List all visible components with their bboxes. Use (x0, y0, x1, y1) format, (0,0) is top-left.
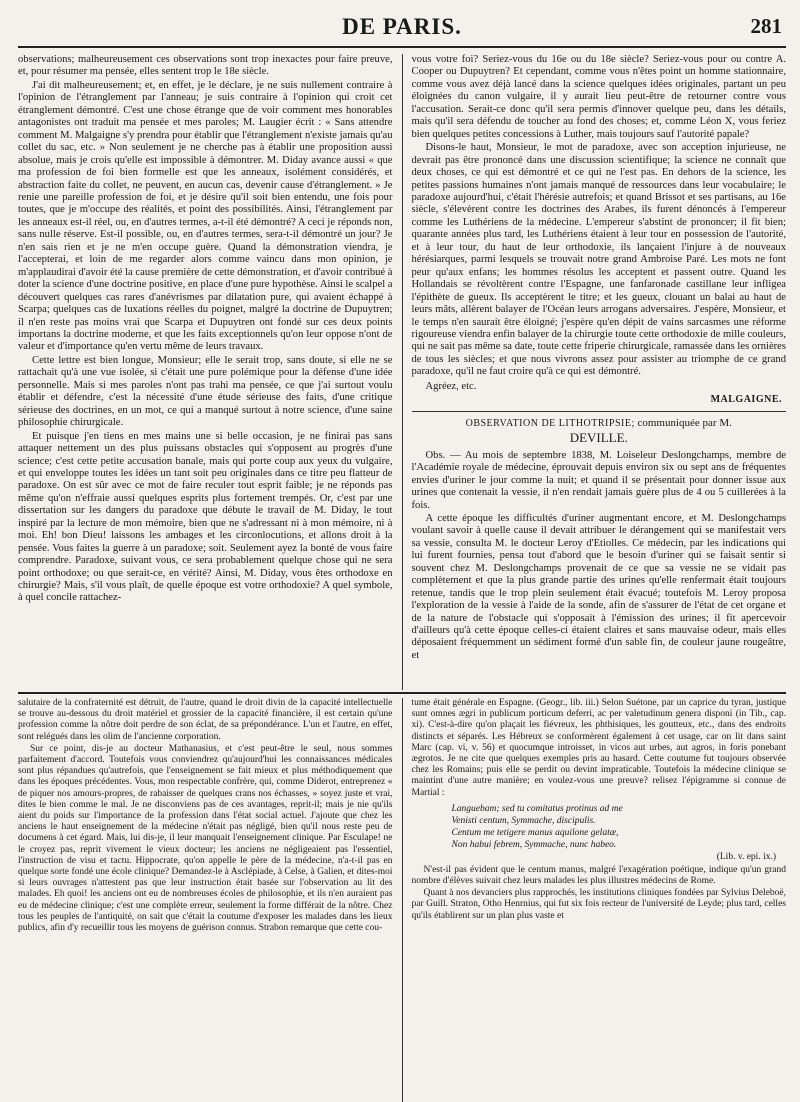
upper-columns (18, 54, 786, 690)
page-number: 281 (750, 14, 782, 38)
closing-formula: Agréez, etc. (425, 380, 477, 392)
feuilleton-right-column (403, 698, 787, 1102)
paragraph: Cette lettre est bien longue, Monsieur; elle le serait trop, sans doute, si elle ne se rattachait qu'à une vue isolée, si c'était une pure polémique pour la défense d'une idée personnelle. Mais si mes paroles n'ont pas trahi ma pensée, ce que j'ai surtout voulu établir et défendre, c'est la nécessité d'une étude sérieuse des faits, d'une critique sérieuse des doctrines, en un mot, ce qui a manqué surtout à notre science, d'une saine philosophie chirurgicale. (18, 354, 393, 429)
verse-line: Venisti centum, Symmache, discipulis. (451, 815, 596, 826)
paragraph: Obs. — Au mois de septembre 1838, M. Loiseleur Deslongchamps, membre de l'Académie royale de médecine, éprouvait depuis environ six ou sept ans de fréquentes envies d'uriner le jour comme la nuit; et quand il se présentait pour donner issue aux urines que contenait la vessie, il n'en rendait jamais guère plus de 4 ou 5 cuillerées à la fois. (411, 449, 786, 511)
epigram (452, 803, 787, 863)
section-rule (412, 411, 787, 412)
paragraph: N'est-il pas évident que le centum manus, malgré l'exagération poétique, indique qu'un grand nombre d'élèves suivait chez leurs malades les plus illustres médecins de Rome. (411, 864, 786, 887)
paragraph: tume était générale en Espagne. (Geogr., lib. iii.) Selon Suétone, par un caprice du tyran, justique sunt omnes ægri in publicum porticum deferri, ac per valetudinum genera disponi (in Tib., cap. xi). C'est-à-dire qu'on plaçait les fiévreux, les phthisiques, les goutteux, etc., dans des endroits distincts et séparés. Les Hébreux se conformèrent également à cet usage, car on lit dans saint Marc (cap. vi, v. 56) et quocumque introisset, in vicos aut urbes, aut agros, in foris ponebant ægrotos. Je ne cite que quelques exemples pris au hasard. Cette coutume fut toujours observée chez les Romains; puis elle se perdit ou devint impraticable. Toutefois la médecine clinique se maintint d'une autre manière; en voulez-vous une preuve? relisez l'épigramme si connue de Martial : (411, 698, 786, 798)
paragraph: A cette époque les difficultés d'uriner augmentant encore, et M. Deslongchamps voulant savoir à quelle cause il devait attribuer le dérangement qui se manifestait vers sa vessie, consulta M. le docteur Leroy d'Etiolles. Ce médecin, par les indications qui lui furent fournies, pensa tout d'abord que le besoin d'uriner qui se faisait sentir si souvent chez M. Deslongchamps provenait de ce que sa vessie ne se vidait pas complètement et que la plus grande partie des urines qu'elle renfermait était toujours retenue, tandis que le trop plein seulement était évacué; toutefois M. Leroy proposa l'exploration de la vessie à l'aide de la sonde, afin de s'assurer de l'état de cet organe et de la nature de l'obstacle qui s'opposait à l'émission des urines; il fit apercevoir d'ailleurs qu'à cette époque celles-ci étaient claires et sans mauvaise odeur, mais elles déposaient fréquemment un sédiment formé d'un sable fin, de couleur jaune rougeâtre, et (411, 512, 786, 661)
paragraph: vous votre foi? Seriez-vous du 16e ou du 18e siècle? Seriez-vous pour ou contre A. Cooper ou Dupuytren? Et cependant, comme vous n'êtes point un homme stationnaire, comme vous avez déjà lancé dans la science quelques idées originales, partant un peu éloignées du canon vulgaire, il y aurait lieu peut-être de retourner contre vous l'accusation. Serait-ce donc qu'il sera permis d'innover quelque peu, dans les détails, mais qu'il sera défendu de toucher au fond des choses; et, comme Léon X, vous feriez bien quelques petites concessions à Luther, mais toujours sauf l'autorité papale? (411, 54, 786, 140)
paragraph: J'ai dit malheureusement; et, en effet, je le déclare, je ne suis nullement contraire à l'opinion de l'étranglement par l'anneau; je suis contraire à l'opinion qui croit cet étranglement démontré. C'est une chose étrange que de voir comment mes honorables antagonistes ont traduit ma pensée et mes paroles; M. Laugier écrit : « Sans attendre comment M. Malgaigne s'y prendra pour établir que l'étranglement n'existe jamais qu'au collet du sac, etc. » Non seulement je ne cherche pas à établir une proposition aussi absolue, mais je crois qu'elle est impossible à démontrer. M. Diday avance aussi « que ma profession de foi bien formelle est que les anneaux, isolément considérés, et abstraction faite du collet, ne peuvent, en aucun cas, devenir cause d'étranglement. » Je renie une pareille profession de foi, et je désire qu'il soit bien entendu, une fois pour toutes, que je m'occupe des réalités, et point des possibilités. Ainsi, l'étranglement par les anneaux est-il réel, ou, en d'autres termes, a-t-il été démontré? A ceci je réponds non, sans nulle réserve. Est-il possible, ou, en d'autres termes, sera-t-il démontré un jour? Je n'en sais rien et je ne m'en occupe guère. Quand la démonstration viendra, je l'accepterai, et loin de me regarder alors comme vaincu dans mon opinion, je m'applaudirai d'avoir été la cause première de cette démonstration, et d'avoir contribué à doter la science d'une doctrine positive, en place d'une pure hypothèse. Ainsi le scalpel a découvert quelques cas rares d'anévrismes par dilatation pure, qui avaient échappé à Scarpa; quelques cas de luxations réelles du poignet, malgré la doctrine de Dupuytren; il n'en reste pas moins vrai que Scarpa et Dupuytren ont fondé sur ces deux points importans la doctrine moderne, et que les faits exceptionnels qu'on leur oppose n'ont de valeur et d'importance qu'en vertu même de leurs travaux. (18, 79, 393, 353)
paragraph: Et puisque j'en tiens en mes mains une si belle occasion, je ne finirai pas sans attaquer nettement un des plus puissans obstacles qui s'opposent au progrès d'une science; c'est cette petite accusation banale, mais qui porte coup aux yeux du vulgaire, et qui enveloppe toutes les idées un tant soit peu originales dans ce titre peu flatteur de paradoxe. On est sûr avec ce mot de faire reculer tout esprit faible; je ne réponds pas même qu'on n'effraie aussi quelques esprits plus fortement trempés. Or, c'est par une dissertation sur les dangers du paradoxe que débute le travail de M. Diday, le tout inspiré par la lecture de mon mémoire, bien que ne s'adressant ni à mon mémoire, ni à moi. Eh! bon Dieu! laissons les ambages et les circonlocutions, et allons droit à la pensée. Vous faites la guerre à un paradoxe; soit. Seulement ayez la bonté de vous faire comprendre. Paradoxe, suivant vous, ce sera probablement quelque chose qui ne sera point orthodoxe; ou que serait-ce, en vérité? Ainsi, M. Diday, vous êtes orthodoxe en chirurgie? Mais, s'il vous plaît, de quelle époque est votre orthodoxie? A quel symbole, à quel concile rattachez- (18, 430, 393, 604)
signature: MALGAIGNE. (710, 394, 782, 406)
paragraph: Quant à nos devanciers plus rapprochés, les institutions cliniques fondées par Sylvius Deleboë, par Guill. Straton, Otho Henrnius, qui fut six fois recteur de l'université de Leyde; plus tard, celles qu'ils établirent sur un plan plus vaste et (411, 888, 786, 921)
paragraph: Sur ce point, dis-je au docteur Mathanasius, et c'est peut-être le seul, nous sommes parfaitement d'accord. Toutefois vous conviendrez qu'aujourd'hui les connaissances médicales sont plus répandues qu'autrefois, que l'enseignement se fait mieux et plus méthodiquement que dans les époques précédentes. Vous, mon respectable confrère, qui, comme Diderot, entreprenez « de piquer nos amours-propres, de rabaisser de quelques crans nos échasses, » soyez juste et vrai, dites le bien comme le mal. Je ne disconviens pas de ces avantages, reprit-il; mais je nie qu'ils aient du poids sur l'importance de la profession dans l'état social actuel. J'ajoute que chez les anciens le haut enseignement de la médecine n'était pas négligé, bien qu'il nous reste peu de documens à cet égard. Mais, lui dis-je, il leur manquait l'enseignement clinique. Par Esculape! ne le croyez pas, reprit vivement le vieux docteur; les anciens ne négligeaient pas l'essentiel, l'instruction de visu et tactu. Hippocrate, qu'on appelle le père de la médecine, n'a-t-il pas en quelque sorte fondé une école clinique? Demandez-le à Asclépiade, à Celse, à Galien, et dites-moi si leurs ouvrages n'attestent pas que leur instruction était basée sur l'observation au lit des malades. Eh quoi! les anciens ont eu de nombreuses écoles de philosophie, et ils n'en auraient pas eu de médecine clinique; c'est une complète erreur, seulement la forme différait de la nôtre. Chez tous les peuples de l'antiquité, on sait que c'était la coutume d'exposer les malades dans les lieux publics, afin d'y recueillir tous les moyens de guérison connus. Strabon remarque que cette cou- (18, 743, 393, 934)
paragraph: observations; malheureusement ces observations sont trop inexactes pour faire preuve, et, pour résumer ma pensée, elles sentent trop le 18e siècle. (18, 54, 393, 78)
paragraph: Disons-le haut, Monsieur, le mot de paradoxe, avec son acception injurieuse, ne devrait pas être prononcé dans une discussion scientifique; la science ne connaît que deux choses, ce qui est démontré et ce qui ne l'est pas. En dehors de la science, les petites passions humaines n'ont jamais manqué de ressources dans leur vocabulaire; le paradoxe aujourd'hui, c'était l'hérésie autrefois; et quand Brissot et ses partisans, au 16e siècle, s'élevèrent contre les doctrines des Arabes, ils furent dénoncés à l'empereur comme les Luthériens de la médecine. L'empereur s'abstint de prononcer; il fit bien; quarante années plus tard, les Luthériens étaient à leur tour en possession de l'autorité, et à leur tour, du haut de leur orthodoxie, ils lançaient l'injure à de nouveaux hérésiarques, parmi lesquels se trouvait notre grand Ambroise Paré. Les mots ne font peur qu'aux enfans; les hommes résolus les acceptent et passent outre. Quand les Hollandais se révoltèrent contre l'Espagne, une fanfaronade castillane leur infligea l'épithète de gueux. Ils acceptèrent le titre; et les gueux, clouant un balai au haut de leurs mâts, allèrent balayer de l'Océan leurs arrogans adversaires. J'espère, Monsieur, et le temps n'en saurait être éloigné; j'espère qu'en dépit de vains sarcasmes une réforme rigoureuse viendra enfin balayer de la chirurgie toute cette orthodoxie de mille couleurs, qui ne sait pas même sa date, toute cette friperie chirurgicale, ramassée dans les ornières de tous les siècles; et que nous vivrons assez pour assister au triomphe de ce grand paradoxe, qu'il ne faut croire qu'à ce qui est démontré. (411, 142, 786, 378)
observation-heading-main: OBSERVATION DE LITHOTRIPSIE; (465, 417, 635, 429)
feuilleton-left-column (18, 698, 402, 1102)
paragraph: salutaire de la confraternité est détruit, de l'autre, quand le droit divin de la capacité intellectuelle se trouve au-dessous du droit matériel et grossier de la capacité financière, il est certain qu'une profession comme la nôtre doit perdre de son éclat, de sa prépondérance. L'un et l'autre, en effet, sont relégués dans les olim de l'ancienne corporation. (18, 698, 393, 742)
verse-line: Languebam; sed tu comitatus protinus ad me (451, 803, 623, 814)
observation-heading-by: communiquée par M. (634, 416, 732, 429)
verse-line: Centum me tetigere manus aquilone gelatæ, (451, 827, 619, 838)
feuilleton-columns (18, 698, 786, 1102)
feuilleton-separator (18, 692, 786, 694)
right-column (403, 54, 787, 690)
observation-author: DEVILLE. (569, 429, 628, 445)
verse-line: Non habui febrem, Symmache, nunc habeo. (451, 839, 617, 850)
observation-heading (412, 416, 787, 446)
page-title: DE PARIS. (342, 14, 462, 39)
left-column (18, 54, 402, 690)
verse-reference: (Lib. v. epi. ix.) (716, 851, 776, 862)
page-header (18, 12, 786, 48)
